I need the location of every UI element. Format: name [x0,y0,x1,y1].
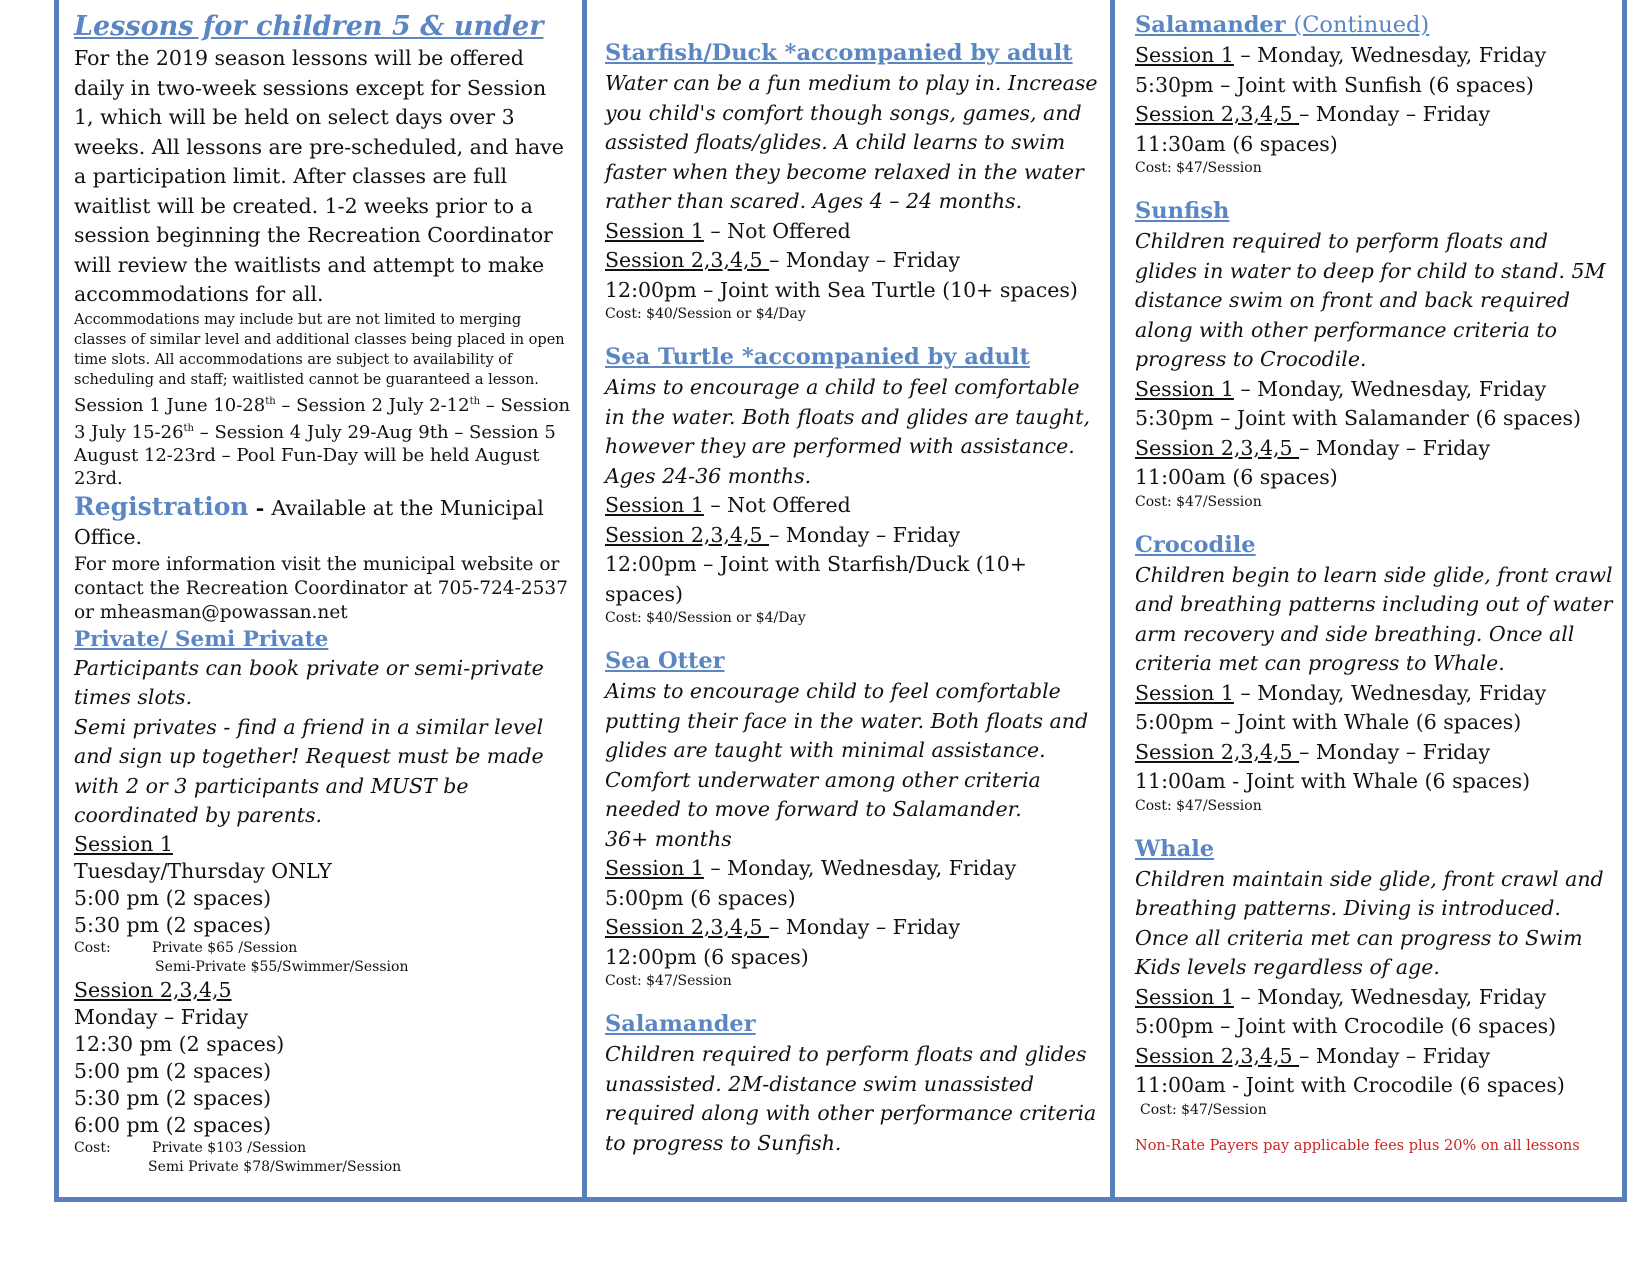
private-heading: Private/ Semi Private [74,626,329,652]
seaturtle-session1: Session 1 – Not Offered [605,493,851,517]
starfish-time: 12:00pm – Joint with Sea Turtle (10+ spaces) [605,277,1078,302]
session-dates: Session 1 June 10-28th – Session 2 July 2-12th – Session 3 July 15-26th – Session 4 July 29-Aug 9th – Session 5 August 12-23rd – Pool Fun-Day will be held August 23rd. [74,394,571,489]
sunfish-desc: Children required to perform floats and glides in water to deep for child to stand. 5M distance swim on front and back required along with other performance criteria to progress to Crocodile. [1135,229,1606,371]
crocodile-cost: Cost: $47/Session [1135,797,1262,814]
contact-info: For more information visit the municipal website or contact the Recreation Coordinator at 705-724-2537 or mheasman@powassan.net [74,553,568,623]
private-session1-cost: Cost: Private $65 /Session [74,939,298,956]
crocodile-desc: Children begin to learn side glide, front crawl and breathing patterns including out of water arm recovery and side breathing. Once all criteria met can progress to Whale. [1135,562,1613,675]
sunfish-session2: Session 2,3,4,5 – Monday – Friday [1135,435,1491,460]
seaturtle-session2: Session 2,3,4,5 – Monday – Friday [605,522,961,547]
private-session1-time: 5:30 pm (2 spaces) [74,912,272,937]
semi-private-desc: Semi privates - find a friend in a similar level and sign up together! Request must be made with 2 or 3 participants and MUST be coordinated by parents. [74,714,544,827]
sunfish-heading: Sunfish [1135,198,1230,224]
salamander-time: 11:30am (6 spaces) [1135,131,1338,156]
column-left [54,0,587,1202]
private-session1-label: Session 1 [74,831,173,856]
column-middle [585,0,1115,1202]
private-session1-cost-semi: Semi-Private $55/Swimmer/Session [155,958,409,975]
crocodile-session1-time: 5:00pm – Joint with Whale (6 spaces) [1135,710,1522,734]
private-session2-time: 12:30 pm (2 spaces) [74,1031,285,1056]
non-rate-payers-note: Non-Rate Payers pay applicable fees plus 20% on all lessons [1135,1137,1580,1154]
seaotter-heading: Sea Otter [605,648,725,674]
starfish-desc: Water can be a fun medium to play in. Increase you child's comfort though songs, games, and assisted floats/glides. A child learns to swim faster when they become relaxed in the water rather than scared. Ages 4 – 24 months. [605,71,1098,213]
sunfish-cost: Cost: $47/Session [1135,493,1262,510]
seaotter-cost: Cost: $47/Session [605,973,732,989]
sunfish-session1: Session 1 – Monday, Wednesday, Friday [1135,376,1547,401]
starfish-heading: Starfish/Duck *accompanied by adult [605,40,1073,66]
starfish-session2: Session 2,3,4,5 – Monday – Friday [605,248,961,272]
seaotter-session1-time: 5:00pm (6 spaces) [605,885,796,910]
seaotter-desc: Aims to encourage child to feel comfortable putting their face in the water. Both floats and glides are taught with minimal assistance. Comfort underwater among other criteria needed to move forward to Salamander. [605,679,1089,821]
seaturtle-time: 12:00pm – Joint with Starfish/Duck (10+ spaces) [605,552,1027,606]
registration-line: Registration - Available at the Municipal Office. [74,491,544,549]
intro-paragraph: For the 2019 season lessons will be offered daily in two-week sessions except for Session 1, which will be held on select days over 3 weeks. All lessons are pre-scheduled, and have a participation limit. After classes are full waitlist will be created. 1-2 weeks prior to a session beginning the Recreation Coordinator will review the waitlists and attempt to make accommodations for all. [74,46,564,306]
private-session2-time: 6:00 pm (2 spaces) [74,1112,272,1137]
seaotter-session1: Session 1 – Monday, Wednesday, Friday [605,856,1017,880]
seaturtle-cost: Cost: $40/Session or $4/Day [605,610,806,626]
whale-session1: Session 1 – Monday, Wednesday, Friday [1135,984,1547,1009]
salamander-session1-time: 5:30pm – Joint with Sunfish (6 spaces) [1135,72,1534,97]
salamander-desc: Children required to perform floats and glides unassisted. 2M-distance swim unassisted required along with other performance criteria to progress to Sunfish. [605,1042,1097,1155]
whale-time: 11:00am - Joint with Crocodile (6 spaces) [1135,1073,1565,1097]
crocodile-session2: Session 2,3,4,5 – Monday – Friday [1135,739,1491,764]
seaturtle-desc: Aims to encourage a child to feel comfortable in the water. Both floats and glides are taught, however they are performed with assistance. Ages 24-36 months. [605,375,1090,488]
page-title: Lessons for children 5 & under [74,11,544,42]
registration-heading: Registration [74,491,249,521]
seaotter-age: 36+ months [605,826,732,851]
private-session2-days: Monday – Friday [74,1004,249,1029]
whale-cost: Cost: $47/Session [1140,1101,1267,1118]
private-session1-days: Tuesday/Thursday ONLY [74,858,332,883]
seaotter-time: 12:00pm (6 spaces) [605,944,809,969]
crocodile-session1: Session 1 – Monday, Wednesday, Friday [1135,680,1547,705]
column-right [1115,0,1625,1202]
crocodile-heading: Crocodile [1135,531,1256,558]
sunfish-session1-time: 5:30pm – Joint with Salamander (6 spaces) [1135,406,1582,430]
salamander-cont-heading: Salamander (Continued) [1135,12,1430,38]
whale-session1-time: 5:00pm – Joint with Crocodile (6 spaces) [1135,1014,1557,1038]
private-session2-label: Session 2,3,4,5 [74,977,232,1002]
accommodations-note: Accommodations may include but are not limited to merging classes of similar level and additional classes being placed in open time slots. All accommodations are subject to availability of scheduling and staff; waitlisted cannot be guaranteed a lesson. [74,311,565,388]
crocodile-time: 11:00am - Joint with Whale (6 spaces) [1135,769,1531,793]
salamander-session1: Session 1 – Monday, Wednesday, Friday [1135,43,1547,67]
private-session2-time: 5:30 pm (2 spaces) [74,1085,272,1110]
seaotter-session2: Session 2,3,4,5 – Monday – Friday [605,915,961,939]
whale-session2: Session 2,3,4,5 – Monday – Friday [1135,1043,1491,1068]
starfish-cost: Cost: $40/Session or $4/Day [605,306,806,322]
whale-desc: Children maintain side glide, front crawl and breathing patterns. Diving is introduced. Once all criteria met can progress to Swim Kids levels regardless of age. [1135,866,1604,979]
salamander-session2: Session 2,3,4,5 – Monday – Friday [1135,102,1491,126]
private-session1-time: 5:00 pm (2 spaces) [74,885,272,910]
sunfish-time: 11:00am (6 spaces) [1135,465,1338,489]
whale-heading: Whale [1135,835,1215,862]
private-session2-time: 5:00 pm (2 spaces) [74,1058,272,1083]
starfish-session1: Session 1 – Not Offered [605,218,851,243]
private-session2-cost: Cost: Private $103 /Session [74,1139,307,1156]
private-session2-cost-semi: Semi Private $78/Swimmer/Session [148,1158,402,1175]
salamander-heading: Salamander [605,1011,756,1037]
private-desc: Participants can book private or semi-private times slots. [74,655,544,709]
salamander-cost: Cost: $47/Session [1135,160,1262,176]
seaturtle-heading: Sea Turtle *accompanied by adult [605,344,1030,370]
